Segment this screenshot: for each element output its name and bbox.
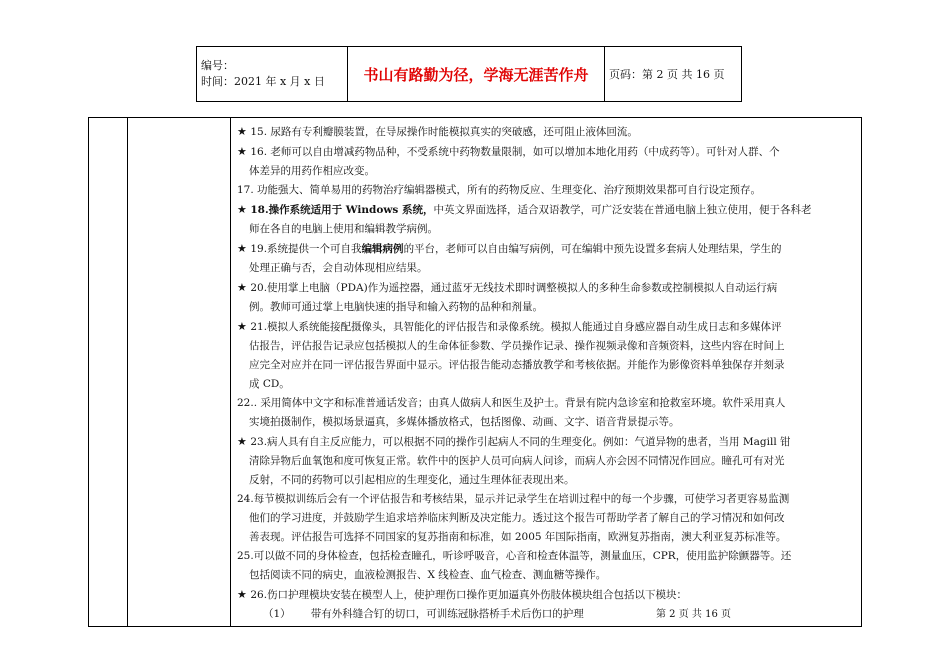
feature-line	[237, 220, 857, 239]
feature-text: 善表现。评估报告可选择不同国家的复苏指南和标准，如 2005 年国际指南，欧洲复苏指南，澳大利亚复苏标准等。	[249, 531, 787, 543]
document-time: 时间：2021 年 x 月 x 日	[201, 75, 325, 88]
feature-line	[237, 547, 857, 566]
feature-line	[237, 278, 857, 298]
feature-text: 19.系统提供一个可自我	[250, 243, 362, 255]
star-icon: ★	[237, 435, 251, 448]
feature-text: 26.伤口护理模块安装在模型人上，使护理伤口操作更加逼真外伤肢体模块组合包括以下模块：	[250, 589, 688, 601]
feature-text: 例。教师可通过掌上电脑快速的指导和输入药物的品种和剂量。	[249, 301, 543, 313]
feature-text: 15. 尿路有专利瓣膜装置，在导尿操作时能模拟真实的突破感，还可阻止液体回流。	[250, 126, 638, 138]
feature-line	[237, 585, 857, 605]
feature-line	[237, 259, 857, 278]
page-header	[196, 46, 742, 102]
feature-emphasis: 编辑病例	[361, 243, 404, 255]
feature-text: 20.使用掌上电脑（PDA)作为遥控器，通过蓝牙无线技术即时调整模拟人的多种生命参数或控制模拟人自动运行病	[250, 282, 778, 294]
feature-text: 估报告，评估报告记录应包括模拟人的生命体征参数、学员操作记录、操作视频录像和音频资料，这些内容在时间上	[249, 340, 785, 352]
feature-line	[237, 356, 857, 375]
feature-text: 体差异的用药作相应改变。	[249, 165, 375, 177]
feature-emphasis: 18.操作系统适用于 Windows 系统，	[250, 204, 434, 216]
feature-text: 清除异物后血氧饱和度可恢复正常。软件中的医护人员可向病人问诊，而病人亦会因不同情况作回应。瞳孔可有对光	[249, 455, 785, 467]
feature-line	[237, 162, 857, 181]
header-motto: 书山有路勤为径，学海无涯苦作舟	[348, 47, 605, 102]
empty-column-1	[89, 118, 128, 627]
feature-list	[237, 122, 857, 605]
feature-text: 实境拍摄制作，模拟场景逼真，多媒体播放格式，包括图像、动画、文字、语音背景提示等。	[249, 416, 680, 428]
feature-text: 中英文界面选择，适合双语教学，可广泛安装在普通电脑上独立使用，便于各科老	[433, 204, 812, 216]
star-icon: ★	[237, 145, 251, 158]
document-number-label: 编号：	[201, 59, 234, 72]
star-icon: ★	[237, 588, 251, 601]
feature-line	[237, 413, 857, 432]
star-icon: ★	[237, 281, 251, 294]
star-icon: ★	[237, 203, 251, 216]
star-icon: ★	[237, 125, 251, 138]
content-table	[88, 117, 862, 627]
star-icon: ★	[237, 320, 251, 333]
sub-item-number: （1）	[263, 608, 291, 620]
feature-line	[237, 122, 857, 142]
feature-line	[237, 239, 857, 259]
feature-line	[237, 337, 857, 356]
sub-item	[237, 605, 857, 624]
feature-text: 23.病人具有自主反应能力，可以根据不同的操作引起病人不同的生理变化。例如：气道异物的患者，当用 Magill 钳	[250, 436, 791, 448]
feature-line	[237, 566, 857, 585]
feature-text: 17. 功能强大、简单易用的药物治疗编辑器模式，所有的药物反应、生理变化、治疗预期效果都可自行设定预存。	[237, 184, 762, 196]
feature-line	[237, 142, 857, 162]
feature-line	[237, 432, 857, 452]
feature-text: 21.模拟人系统能接配摄像头，具智能化的评估报告和录像系统。模拟人能通过自身感应器自动生成日志和多媒体评	[250, 321, 782, 333]
header-page-info: 页码：第 2 页 共 16 页	[605, 47, 742, 102]
feature-text: 处理正确与否，会自动体现相应结果。	[249, 262, 428, 274]
feature-line	[237, 471, 857, 490]
feature-text: 25.可以做不同的身体检查，包括检查瞳孔，听诊呼吸音，心音和检查体温等，测量血压，CPR，使用监护除颤器等。还	[237, 550, 792, 562]
feature-list-cell	[231, 118, 862, 627]
feature-text: 反射，不同的药物可以引起相应的生理变化，通过生理体征表现出来。	[249, 474, 575, 486]
feature-text: 的平台，老师可以自由编写病例，可在编辑中预先设置多套病人处理结果，学生的	[403, 243, 782, 255]
feature-text: 22.. 采用简体中文字和标准普通话发音；由真人做病人和医生及护士。背景有院内急诊室和抢救室环境。软件采用真人	[237, 397, 786, 409]
empty-column-2	[128, 118, 231, 627]
star-icon: ★	[237, 242, 251, 255]
feature-line	[237, 528, 857, 547]
feature-text: 他们的学习进度，并鼓励学生追求培养临床判断及决定能力。透过这个报告可帮助学者了解自己的学习情况和如何改	[249, 512, 785, 524]
sub-item-text: 带有外科缝合钉的切口，可训练冠脉搭桥手术后伤口的护理	[310, 608, 584, 620]
feature-line	[237, 317, 857, 337]
feature-text: 24.每节模拟训练后会有一个评估报告和考核结果，显示并记录学生在培训过程中的每一个步骤，可使学习者更容易监测	[237, 493, 790, 505]
feature-line	[237, 298, 857, 317]
feature-text: 应完全对应并在同一评估报告界面中显示。评估报告能动态播放教学和考核依据。并能作为影像资料单独保存并刻录	[249, 359, 785, 371]
feature-line	[237, 375, 857, 394]
feature-line	[237, 509, 857, 528]
feature-text: 成 CD。	[249, 378, 290, 390]
feature-line	[237, 200, 857, 220]
feature-text: 师在各自的电脑上使用和编辑教学病例。	[249, 223, 438, 235]
feature-text: 16. 老师可以自由增减药物品种，不受系统中药物数量限制，如可以增加本地化用药（中成药等）。可针对人群、个	[250, 146, 780, 158]
header-meta	[197, 47, 348, 102]
feature-line	[237, 181, 857, 200]
feature-text: 包括阅读不同的病史，血液检测报告、X 线检查、血气检查、测血糖等操作。	[249, 569, 607, 581]
feature-line	[237, 490, 857, 509]
feature-line	[237, 394, 857, 413]
page-footer: 第 2 页 共 16 页	[656, 609, 731, 620]
feature-line	[237, 452, 857, 471]
